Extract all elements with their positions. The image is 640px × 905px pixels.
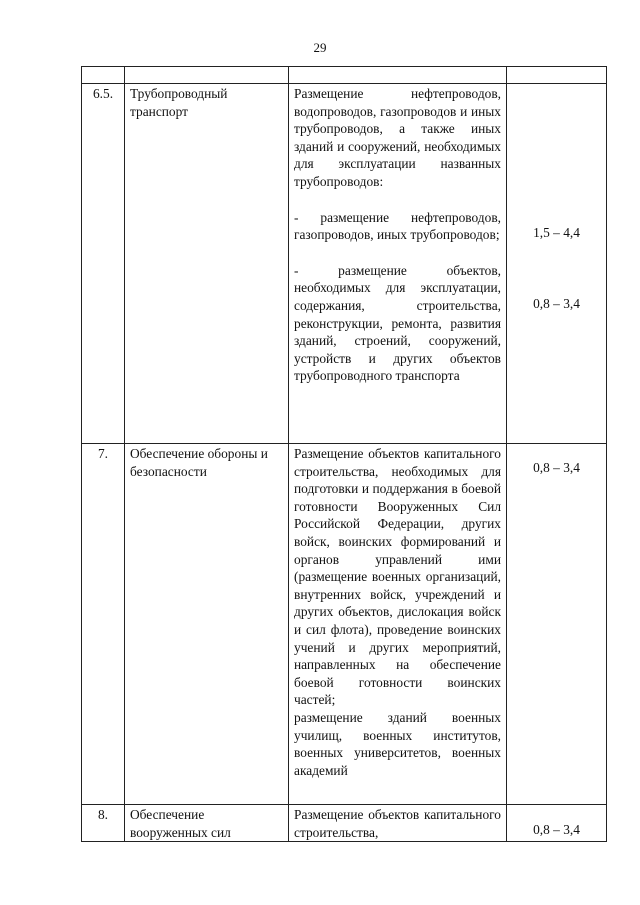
description-paragraph: размещение зданий военных училищ, военных институтов, военных университетов, военных академий — [294, 709, 501, 778]
row-number: 7. — [82, 444, 125, 805]
description-item: - размещение нефтепроводов, газопроводов, иных трубопроводов; — [294, 209, 501, 243]
description-intro: Размещение нефтепроводов, водопроводов, газопроводов и иных трубопроводов, а также иных зданий и сооружений, необходимых для эксплуатации названных трубопроводов: — [294, 86, 501, 189]
description-item: - размещение объектов, необходимых для эксплуатации, содержания, строительства, реконструкции, ремонта, развития зданий, строений, сооружений, устройств и других объектов трубопроводного транспорта — [294, 262, 501, 384]
land-use-name: Обеспечение обороны и безопасности — [125, 444, 289, 805]
header-cell — [507, 67, 607, 84]
value-range: 0,8 – 3,4 — [533, 460, 580, 475]
header-cell — [82, 67, 125, 84]
land-use-description — [289, 444, 507, 805]
page-number: 29 — [313, 40, 327, 55]
table-row — [82, 84, 607, 444]
value-cell — [507, 84, 607, 444]
header-cell — [125, 67, 289, 84]
description-paragraph: Размещение объектов капитального строительства, необходимых для подготовки и поддержания в боевой готовности Вооруженных Сил Российской Федерации, других войск, воинских формирований и органов управлений ими (размещение военных организаций, внутренних войск, учреждений и других объектов, дислокация войск и сил флота), проведение воинских учений и других мероприятий, направленных на обеспечение боевой готовности воинских частей; — [294, 446, 501, 708]
row-number: 8. — [82, 805, 125, 842]
table-row — [82, 444, 607, 805]
land-use-description — [289, 84, 507, 444]
table-header-row — [82, 67, 607, 84]
land-use-description: Размещение объектов капитального строительства, — [289, 805, 507, 842]
value-range: 0,8 – 3,4 — [533, 822, 580, 837]
header-cell — [289, 67, 507, 84]
value-range: 1,5 – 4,4 — [533, 225, 580, 240]
value-cell — [507, 444, 607, 805]
land-use-name: Трубопроводный транспорт — [125, 84, 289, 444]
value-range: 0,8 – 3,4 — [533, 295, 580, 311]
value-cell — [507, 805, 607, 842]
land-use-table — [81, 66, 607, 842]
table-row — [82, 805, 607, 842]
row-number: 6.5. — [82, 84, 125, 444]
land-use-name: Обеспечение вооруженных сил — [125, 805, 289, 842]
